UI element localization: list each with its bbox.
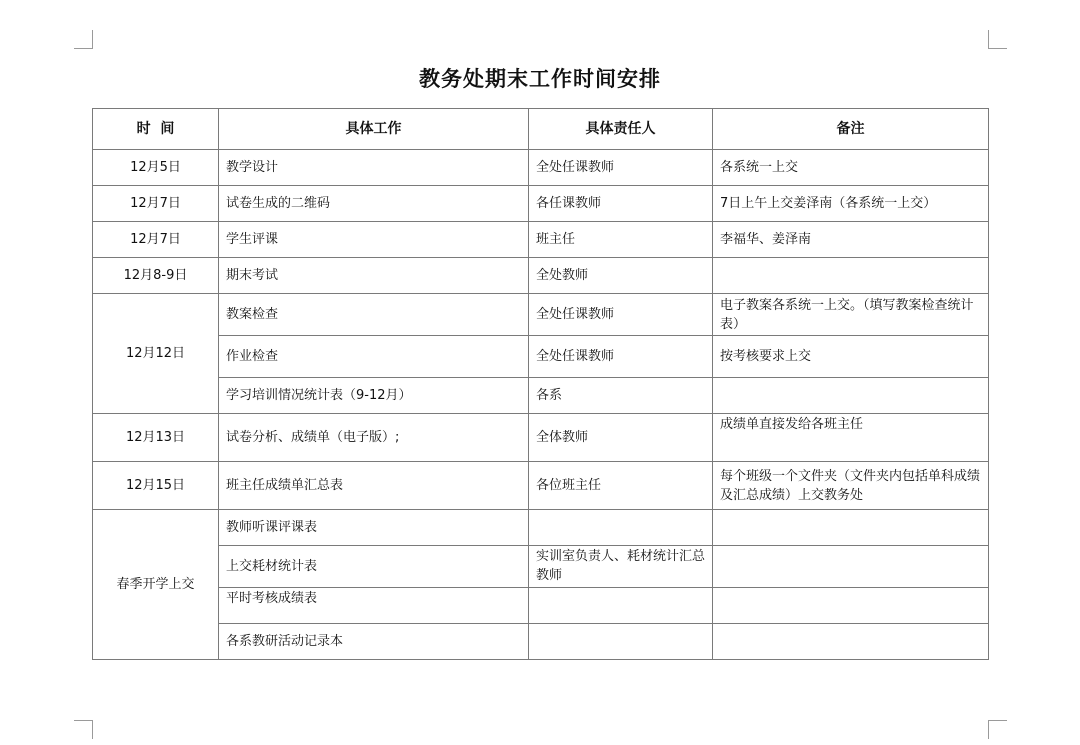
note-cell [713,588,989,624]
work-cell: 上交耗材统计表 [219,546,529,588]
time-cell: 12月12日 [93,294,219,414]
person-cell: 全处任课教师 [529,336,713,378]
note-cell [713,378,989,414]
work-cell: 作业检查 [219,336,529,378]
person-cell: 各任课教师 [529,186,713,222]
time-cell: 12月13日 [93,414,219,462]
work-cell: 各系教研活动记录本 [219,624,529,660]
person-cell: 各位班主任 [529,462,713,510]
schedule-table [92,108,989,660]
note-cell: 每个班级一个文件夹（文件夹内包括单科成绩及汇总成绩）上交教务处 [713,462,989,510]
work-cell: 学习培训情况统计表（9-12月） [219,378,529,414]
person-cell [529,510,713,546]
table-row [93,258,989,294]
work-cell: 学生评课 [219,222,529,258]
table-row [93,222,989,258]
work-cell: 期末考试 [219,258,529,294]
work-cell: 试卷分析、成绩单（电子版）; [219,414,529,462]
person-cell: 全处任课教师 [529,294,713,336]
time-cell: 12月7日 [93,186,219,222]
document-title: 教务处期末工作时间安排 [419,67,661,91]
time-cell: 春季开学上交 [93,510,219,660]
time-cell: 12月8-9日 [93,258,219,294]
person-cell [529,624,713,660]
header-time: 时 间 [93,109,219,150]
header-work: 具体工作 [219,109,529,150]
note-cell: 7日上午上交姜泽南（各系统一上交） [713,186,989,222]
note-cell [713,624,989,660]
time-cell: 12月15日 [93,462,219,510]
page-corner-mark [74,30,93,49]
table-row [93,150,989,186]
page-corner-mark [988,720,1007,739]
table-row [93,588,989,624]
header-person: 具体责任人 [529,109,713,150]
person-cell: 各系 [529,378,713,414]
note-cell [713,258,989,294]
work-cell: 试卷生成的二维码 [219,186,529,222]
person-cell [529,588,713,624]
table-row [93,186,989,222]
table-row [93,510,989,546]
table-row [93,336,989,378]
table-row [93,624,989,660]
note-cell: 各系统一上交 [713,150,989,186]
note-cell: 成绩单直接发给各班主任 [713,414,989,462]
note-cell: 按考核要求上交 [713,336,989,378]
header-note: 备注 [713,109,989,150]
table-row [93,294,989,336]
note-cell: 电子教案各系统一上交。（填写教案检查统计表） [713,294,989,336]
time-cell: 12月7日 [93,222,219,258]
time-cell: 12月5日 [93,150,219,186]
table-header-row [93,109,989,150]
work-cell: 教学设计 [219,150,529,186]
table-row [93,546,989,588]
person-cell: 全处任课教师 [529,150,713,186]
work-cell: 平时考核成绩表 [219,588,529,624]
person-cell: 实训室负责人、耗材统计汇总教师 [529,546,713,588]
work-cell: 教案检查 [219,294,529,336]
page-corner-mark [988,30,1007,49]
note-cell: 李福华、姜泽南 [713,222,989,258]
person-cell: 全体教师 [529,414,713,462]
person-cell: 全处教师 [529,258,713,294]
page-corner-mark [74,720,93,739]
note-cell [713,546,989,588]
work-cell: 班主任成绩单汇总表 [219,462,529,510]
note-cell [713,510,989,546]
table-row [93,462,989,510]
table-row [93,414,989,462]
table-row [93,378,989,414]
person-cell: 班主任 [529,222,713,258]
work-cell: 教师听课评课表 [219,510,529,546]
